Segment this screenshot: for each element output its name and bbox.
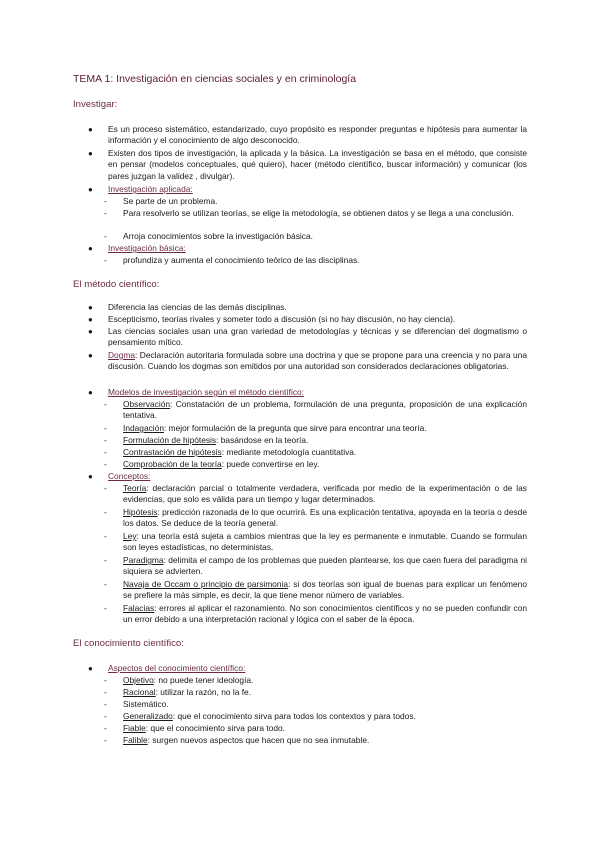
sub-list-item (123, 723, 527, 734)
dash-marker: - (104, 208, 107, 218)
list-item: Diferencia las ciencias de las demás disciplinas. (108, 302, 287, 312)
term-definition: : errores al aplicar el razonamiento. No son conocimientos científicos y no se pueden confundir con un error debido a una interpretación racional y lógica con el saber de la época. (123, 603, 527, 625)
term-definition: : declaración parcial o totalmente verdadera, verificada por medio de la experimentación o de las evidencias, que solo es válida para un tiempo y lugar determinados. (123, 483, 527, 505)
dash-marker: - (104, 699, 107, 709)
bullet-marker: ● (88, 388, 93, 397)
sub-list-item: Para resolverlo se utilizan teorías, se elige la metodología, se obtienen datos y se llega a una conclusión. (123, 208, 514, 218)
dash-marker: - (104, 459, 107, 469)
section-heading-metodo: El método científico: (73, 279, 160, 290)
dash-marker: - (104, 399, 107, 409)
term-paradigma: Paradigma (123, 555, 164, 565)
section-heading-conocimiento: El conocimiento científico: (73, 638, 184, 649)
dash-marker: - (104, 735, 107, 745)
dash-marker: - (104, 531, 107, 541)
sub-list-item (123, 399, 527, 422)
term-racional: Racional (123, 687, 156, 697)
sub-list-item: Arroja conocimientos sobre la investigación básica. (123, 231, 313, 241)
term-formulacion: Formulación de hipótesis (123, 435, 217, 445)
bullet-marker: ● (88, 149, 93, 158)
term-falacias: Falacias (123, 603, 155, 613)
sub-list-item: Se parte de un problema. (123, 196, 218, 206)
sub-list-item: profundiza y aumenta el conocimiento teórico de las disciplinas. (123, 255, 360, 265)
bullet-marker: ● (88, 244, 93, 253)
bullet-marker: ● (88, 664, 93, 673)
list-item: Las ciencias sociales usan una gran variedad de metodologías y técnicas y se diferencian del dogmatismo o pensamiento mítico. (108, 326, 527, 348)
dash-marker: - (104, 447, 107, 457)
sub-list-item (123, 675, 527, 686)
dash-marker: - (104, 555, 107, 565)
list-item: Existen dos tipos de investigación, la aplicada y la básica. La investigación se basa en el método, que consiste en pensar (modelos conceptuales, qué quiero), hacer (método científico, buscar información) y comunicar (los pares juzgan la validez , divulgar). (108, 148, 527, 181)
list-item-conceptos: Conceptos: (108, 471, 151, 481)
sub-list-item (123, 555, 527, 578)
dash-marker: - (104, 723, 107, 733)
list-item-investigacion-aplicada: Investigación aplicada: (108, 184, 193, 194)
term-definition: : Declaración autoritaria formulada sobre una doctrina y que se propone para una creencia y no para una discusión. Cuando los dogmas son emitidos por una autoridad son considerados declaraciones obligatorias. (108, 350, 527, 372)
term-ley: Ley (123, 531, 137, 541)
term-definition: : predicción razonada de lo que ocurrirá. Es una explicación tentativa, apoyada en la teoría o desde los datos. Se deduce de la teoría general. (123, 507, 527, 529)
dash-marker: - (104, 687, 107, 697)
term-falible: Falible (123, 735, 148, 745)
sub-list-item (123, 711, 527, 722)
term-definition: : mejor formulación de la pregunta que sirve para encontrar una teoría. (163, 423, 427, 433)
list-item: Es un proceso sistemático, estandarizado, cuyo propósito es responder preguntas e hipótesis para aumentar la información y el conocimiento de algo desconocido. (108, 124, 527, 146)
sub-list-item (123, 579, 527, 602)
list-item: Escepticismo, teorías rivales y someter todo a discusión (si no hay discusión, no hay ciencia). (108, 314, 456, 324)
term-generalizado: Generalizado (123, 711, 173, 721)
sub-list-item (123, 531, 527, 554)
dash-marker: - (104, 579, 107, 589)
term-definition: : que el conocimiento sirva para todo. (145, 723, 286, 733)
sub-list-item (123, 447, 527, 458)
term-navaja-occam: Navaja de Occam o principio de parsimonia (123, 579, 289, 589)
bullet-marker: ● (88, 185, 93, 194)
dash-marker: - (104, 196, 107, 206)
term-dogma: Dogma (108, 350, 135, 360)
term-comprobacion: Comprobación de la teoría (123, 459, 222, 469)
bullet-marker: ● (88, 303, 93, 312)
bullet-marker: ● (88, 351, 93, 360)
sub-list-item (123, 459, 527, 470)
dash-marker: - (104, 507, 107, 517)
bullet-marker: ● (88, 125, 93, 134)
term-indagacion: Indagación (123, 423, 164, 433)
term-definition: : no puede tener ideología. (153, 675, 254, 685)
page-title: TEMA 1: Investigación en ciencias sociales y en criminología (73, 73, 357, 85)
term-observacion: Observación (123, 399, 171, 409)
term-definition: : delimita el campo de los problemas que pueden plantearse, los que caen fuera del paradigma ni siquiera se advierten. (123, 555, 527, 577)
dash-marker: - (104, 435, 107, 445)
dash-marker: - (104, 255, 107, 265)
sub-list-item (123, 423, 527, 434)
term-contrastacion: Contrastación de hipótesis (123, 447, 222, 457)
term-definition: : mediante metodología cuantitativa. (221, 447, 357, 457)
sub-list-item (123, 603, 527, 626)
sub-list-item (123, 507, 527, 530)
term-definition: : una teoría está sujeta a cambios mientras que la ley es permanente e inmutable. Cuando se formulan son leyes estadísticas, no deterministas. (123, 531, 527, 553)
term-definition: : surgen nuevos aspectos que hacen que no sea inmutable. (147, 735, 370, 745)
dash-marker: - (104, 711, 107, 721)
term-definition: : que el conocimiento sirva para todos los contextos y para todos. (172, 711, 416, 721)
bullet-marker: ● (88, 327, 93, 336)
dash-marker: - (104, 675, 107, 685)
term-definition: : si dos teorías son igual de buenas para explicar un fenómeno se prefiere la más simple, es decir, la que tiene menor número de variables. (123, 579, 527, 601)
term-teoria: Teoría (123, 483, 147, 493)
list-item-aspectos: Aspectos del conocimiento científico: (108, 663, 246, 673)
sub-list-item (123, 687, 527, 698)
sub-list-item (123, 483, 527, 506)
section-heading-investigar: Investigar: (73, 99, 118, 110)
sub-list-item (123, 435, 527, 446)
dash-marker: - (104, 231, 107, 241)
bullet-marker: ● (88, 315, 93, 324)
sub-list-item (123, 735, 527, 746)
bullet-marker: ● (88, 472, 93, 481)
dash-marker: - (104, 603, 107, 613)
term-hipotesis: Hipótesis (123, 507, 158, 517)
list-item-modelos: Modelos de investigación según el método científico: (108, 387, 304, 397)
dash-marker: - (104, 483, 107, 493)
term-objetivo: Objetivo (123, 675, 154, 685)
term-definition: : Constatación de un problema, formulación de una pregunta, proposición de una explicación tentativa. (123, 399, 527, 421)
term-definition: : basándose en la teoría. (216, 435, 309, 445)
list-item-dogma (108, 350, 527, 373)
term-fiable: Fiable (123, 723, 146, 733)
term-definition: : puede convertirse en ley. (221, 459, 320, 469)
sub-list-item: Sistemático. (123, 699, 169, 709)
list-item-investigacion-basica: Investigación básica: (108, 243, 186, 253)
term-definition: : utilizar la razón, no la fe. (155, 687, 252, 697)
dash-marker: - (104, 423, 107, 433)
